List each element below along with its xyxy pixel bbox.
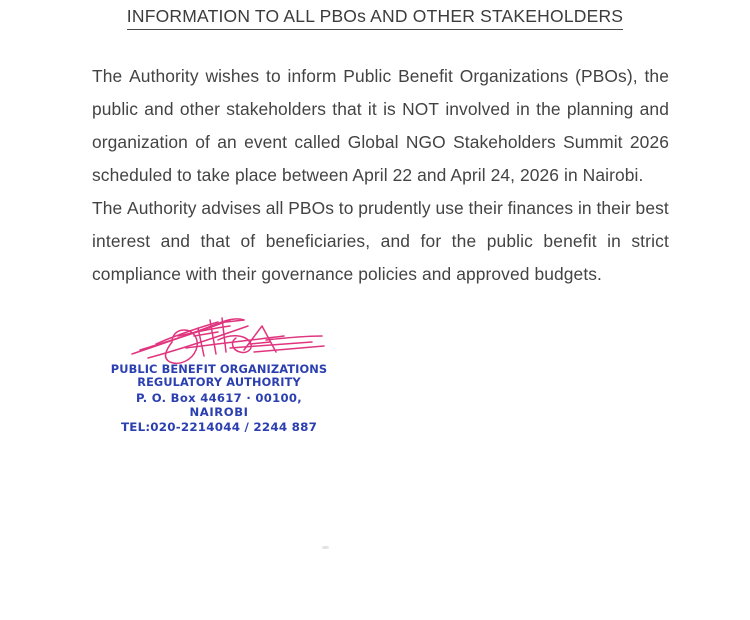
body-word: all [265, 198, 284, 218]
body-line [92, 159, 669, 192]
body-line [92, 93, 669, 126]
body-word: of [195, 132, 210, 152]
body-word: Stakeholders [453, 132, 556, 152]
body-word: Authority [129, 66, 199, 86]
stamp-line-telephone: TEL:020-2214044 / 2244 887 [120, 419, 318, 434]
body-word: in [516, 99, 530, 119]
body-word: prudently [358, 198, 431, 218]
body-word: other [179, 99, 220, 119]
body-word: an [217, 132, 237, 152]
body-word: (PBOs), [575, 66, 638, 86]
body-word: use [435, 198, 464, 218]
body-word: wishes [205, 66, 260, 86]
body-word: their [468, 198, 503, 218]
body-word: involved [445, 99, 510, 119]
stamp-line-city: NAIROBI [189, 405, 249, 420]
body-word: The [92, 66, 123, 86]
body-word: best [635, 198, 669, 218]
page-title [0, 6, 750, 30]
body-word: called [294, 132, 341, 152]
body-word: that [200, 231, 231, 251]
body-word: public [486, 231, 534, 251]
official-stamp [108, 362, 330, 434]
body-line [92, 126, 669, 159]
body-line [92, 60, 669, 93]
body-word: the [451, 231, 477, 251]
body-word: the [536, 99, 561, 119]
body-word: strict [631, 231, 669, 251]
body-word: Organizations [459, 66, 569, 86]
body-word: Benefit [398, 66, 453, 86]
body-word: advises [201, 198, 261, 218]
body-line [92, 258, 669, 291]
body-word: Public [343, 66, 392, 86]
body-word: and [639, 99, 669, 119]
stamp-line-po-box: P. O. Box 44617 · 00100, [136, 390, 302, 405]
body-word: it [367, 99, 377, 119]
stamp-line-authority: REGULATORY AUTHORITY [137, 376, 301, 390]
body-word: stakeholders [226, 99, 327, 119]
body-line [92, 225, 669, 258]
body-word: The [92, 198, 123, 218]
signature-icon [126, 306, 336, 366]
body-word: beneficiaries, [265, 231, 371, 251]
body-word: organization [92, 132, 188, 152]
body-word: and [380, 231, 411, 251]
body-word: in [577, 198, 592, 218]
body-word: event [244, 132, 288, 152]
body-word: planning [566, 99, 634, 119]
body-word: benefit [543, 231, 597, 251]
body-word: their [596, 198, 631, 218]
body-word: public [92, 99, 139, 119]
stamp-line-organization: PUBLIC BENEFIT ORGANIZATIONS [110, 362, 328, 376]
body-word: that [332, 99, 362, 119]
notice-body [92, 60, 669, 291]
body-word: Authority [127, 198, 197, 218]
body-word: to [338, 198, 354, 218]
body-word: and [160, 231, 191, 251]
body-word: Summit [563, 132, 623, 152]
body-word: Global [347, 132, 399, 152]
body-line [92, 192, 669, 225]
body-word: for [420, 231, 442, 251]
body-word: NGO [405, 132, 446, 152]
body-line-text: scheduled to take place between April 22 and April 24, 2026 in Nairobi. [92, 165, 644, 185]
body-word: of [240, 231, 256, 251]
body-line-text: compliance with their governance policies and approved budgets. [92, 264, 602, 284]
body-word: PBOs [288, 198, 335, 218]
body-word: to [266, 66, 281, 86]
page-title-text: INFORMATION TO ALL PBOs AND OTHER STAKEHOLDERS [127, 6, 623, 30]
body-word: in [607, 231, 621, 251]
body-word: finances [507, 198, 574, 218]
body-word: inform [287, 66, 337, 86]
body-word: the [644, 66, 669, 86]
body-word: NOT [402, 99, 440, 119]
body-word: is [383, 99, 396, 119]
body-word: 2026 [629, 132, 669, 152]
scan-speck [322, 546, 329, 549]
body-word: interest [92, 231, 151, 251]
body-word: and [144, 99, 174, 119]
